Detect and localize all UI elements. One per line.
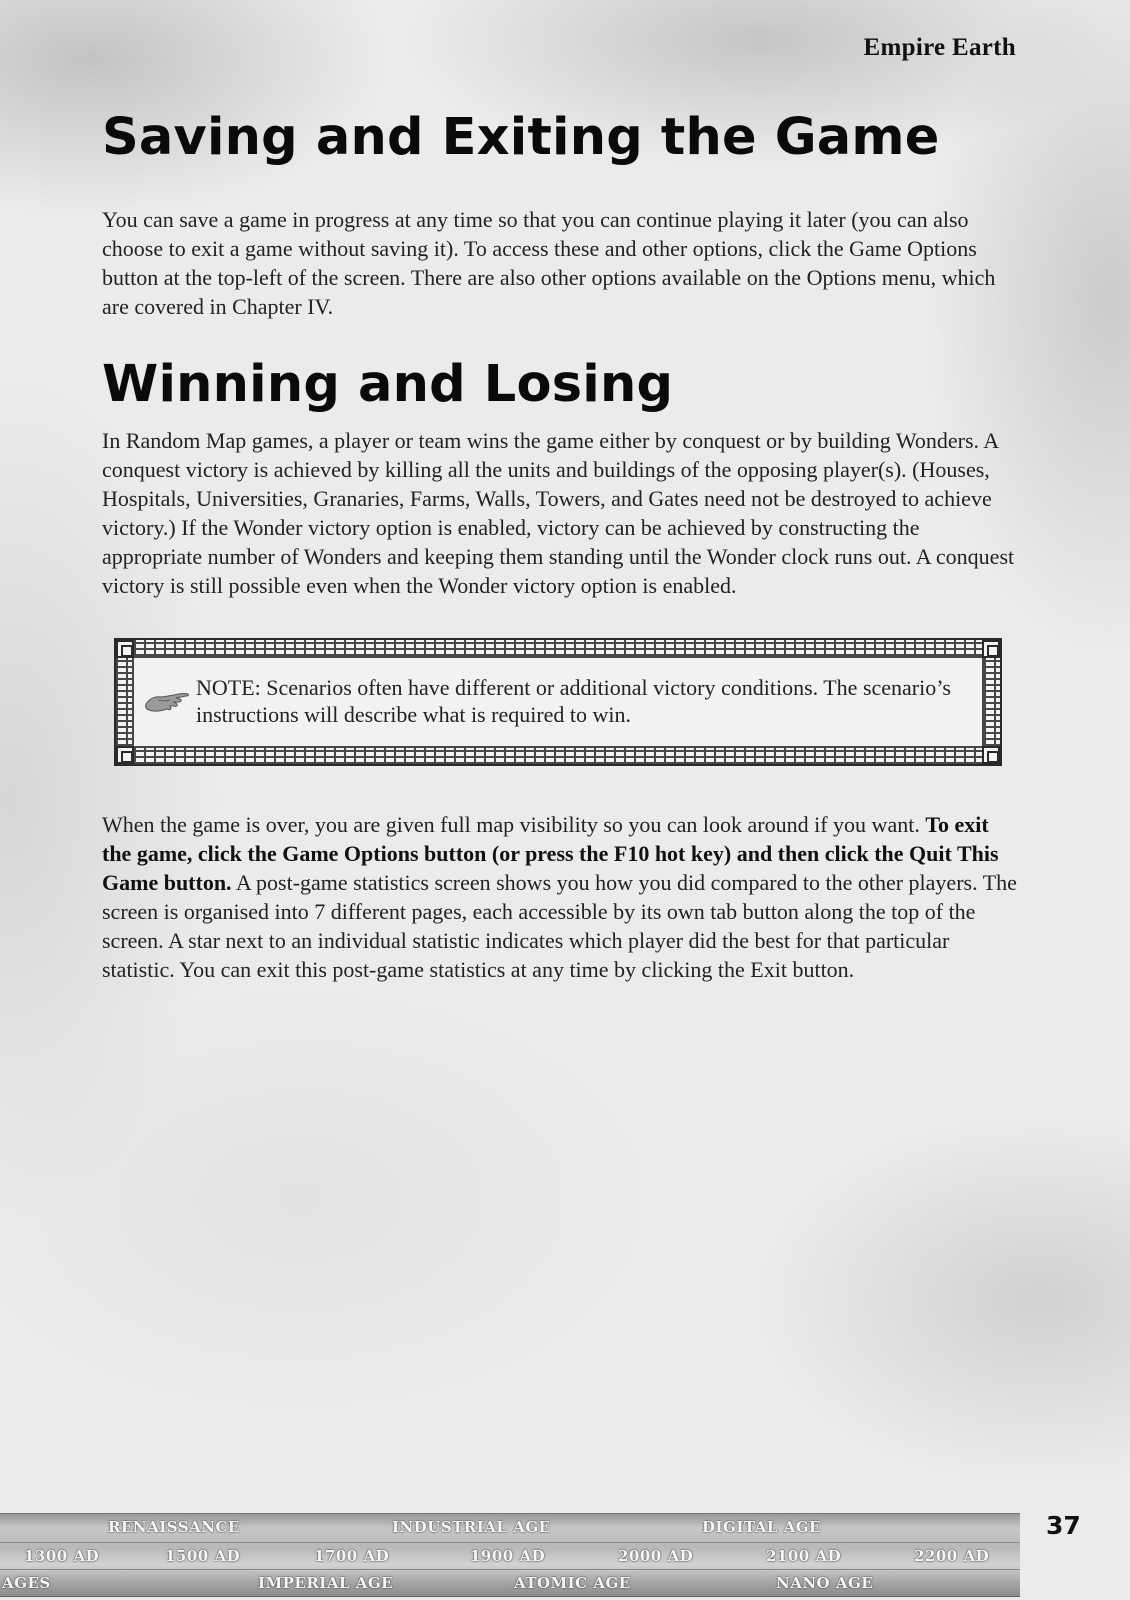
timeline-upper-ages — [0, 1514, 1020, 1540]
paragraph-winning: In Random Map games, a player or team wins the game either by conquest or by building Wonders. A conquest victory is achieved by killing all the units and buildings of the opposing player(s). (Houses, Hospitals, Universities, Granaries, Farms, Walls, Towers, and Gates need not be destroyed to achieve victory.) If the Wonder victory option is enabled, victory can be achieved by constructing the appropriate number of Wonders and keeping them standing until the Wonder clock runs out. A conquest victory is still possible even when the Wonder victory option is enabled. — [102, 428, 1015, 598]
timeline-lower-ages — [0, 1570, 1020, 1596]
timeline-date-label: 2200 AD — [914, 1547, 990, 1565]
border-corner — [116, 640, 134, 658]
timeline-date-label: 1700 AD — [314, 1547, 390, 1565]
timeline-date-label: 2000 AD — [618, 1547, 694, 1565]
timeline-age-label: RENAISSANCE — [108, 1518, 240, 1536]
section-heading-saving: Saving and Exiting the Game — [102, 108, 940, 167]
timeline-dates — [0, 1542, 1020, 1570]
note-text: NOTE: Scenarios often have different or additional victory conditions. The scenario’s instructions will describe what is required to win. — [196, 675, 951, 727]
border-corner — [982, 746, 1000, 764]
timeline-age-label: INDUSTRIAL AGE — [392, 1518, 551, 1536]
greek-key-border-right — [982, 658, 1000, 746]
border-corner — [982, 640, 1000, 658]
timeline-age-label: IMPERIAL AGE — [258, 1574, 394, 1592]
timeline-date-label: 2100 AD — [766, 1547, 842, 1565]
game-over-bold-instruction: To exit the game, click the Game Options button (or press the F10 hot key) and then click the Quit This Game button. — [102, 812, 999, 895]
age-timeline-bar — [0, 1513, 1020, 1597]
timeline-date-label: 1300 AD — [24, 1547, 100, 1565]
border-corner — [116, 746, 134, 764]
pointing-hand-icon — [144, 684, 190, 718]
timeline-date-label: 1500 AD — [165, 1547, 241, 1565]
paragraph-saving: You can save a game in progress at any time so that you can continue playing it later (you can also choose to exit a game without saving it). To access these and other options, click the Game Options button at the top-left of the screen. There are also other options available on the Options menu, which are covered in Chapter IV. — [102, 207, 996, 319]
game-over-text-start: When the game is over, you are given full map visibility so you can look around if you want. — [102, 812, 926, 837]
book-title: Empire Earth — [863, 34, 1016, 61]
note-box — [114, 638, 1002, 766]
timeline-age-label: DIGITAL AGE — [702, 1518, 821, 1536]
paragraph-game-over — [102, 810, 1022, 984]
game-over-text-end: A post-game statistics screen shows you how you did compared to the other players. The screen is organised into 7 different pages, each accessible by its own tab button along the top of the screen. A star next to an individual statistic indicates which player did the best for that particular statistic. You can exit this post-game statistics at any time by clicking the Exit button. — [102, 870, 1017, 982]
page-content — [102, 108, 1022, 984]
section-heading-winning: Winning and Losing — [102, 355, 674, 414]
greek-key-border-top — [134, 640, 982, 658]
greek-key-border-bottom — [134, 746, 982, 764]
timeline-age-label: ATOMIC AGE — [514, 1574, 631, 1592]
page-number: 37 — [1046, 1511, 1081, 1540]
timeline-age-label: NANO AGE — [776, 1574, 874, 1592]
greek-key-border-left — [116, 658, 134, 746]
timeline-date-label: 1900 AD — [470, 1547, 546, 1565]
timeline-age-label: AGES — [2, 1574, 51, 1592]
